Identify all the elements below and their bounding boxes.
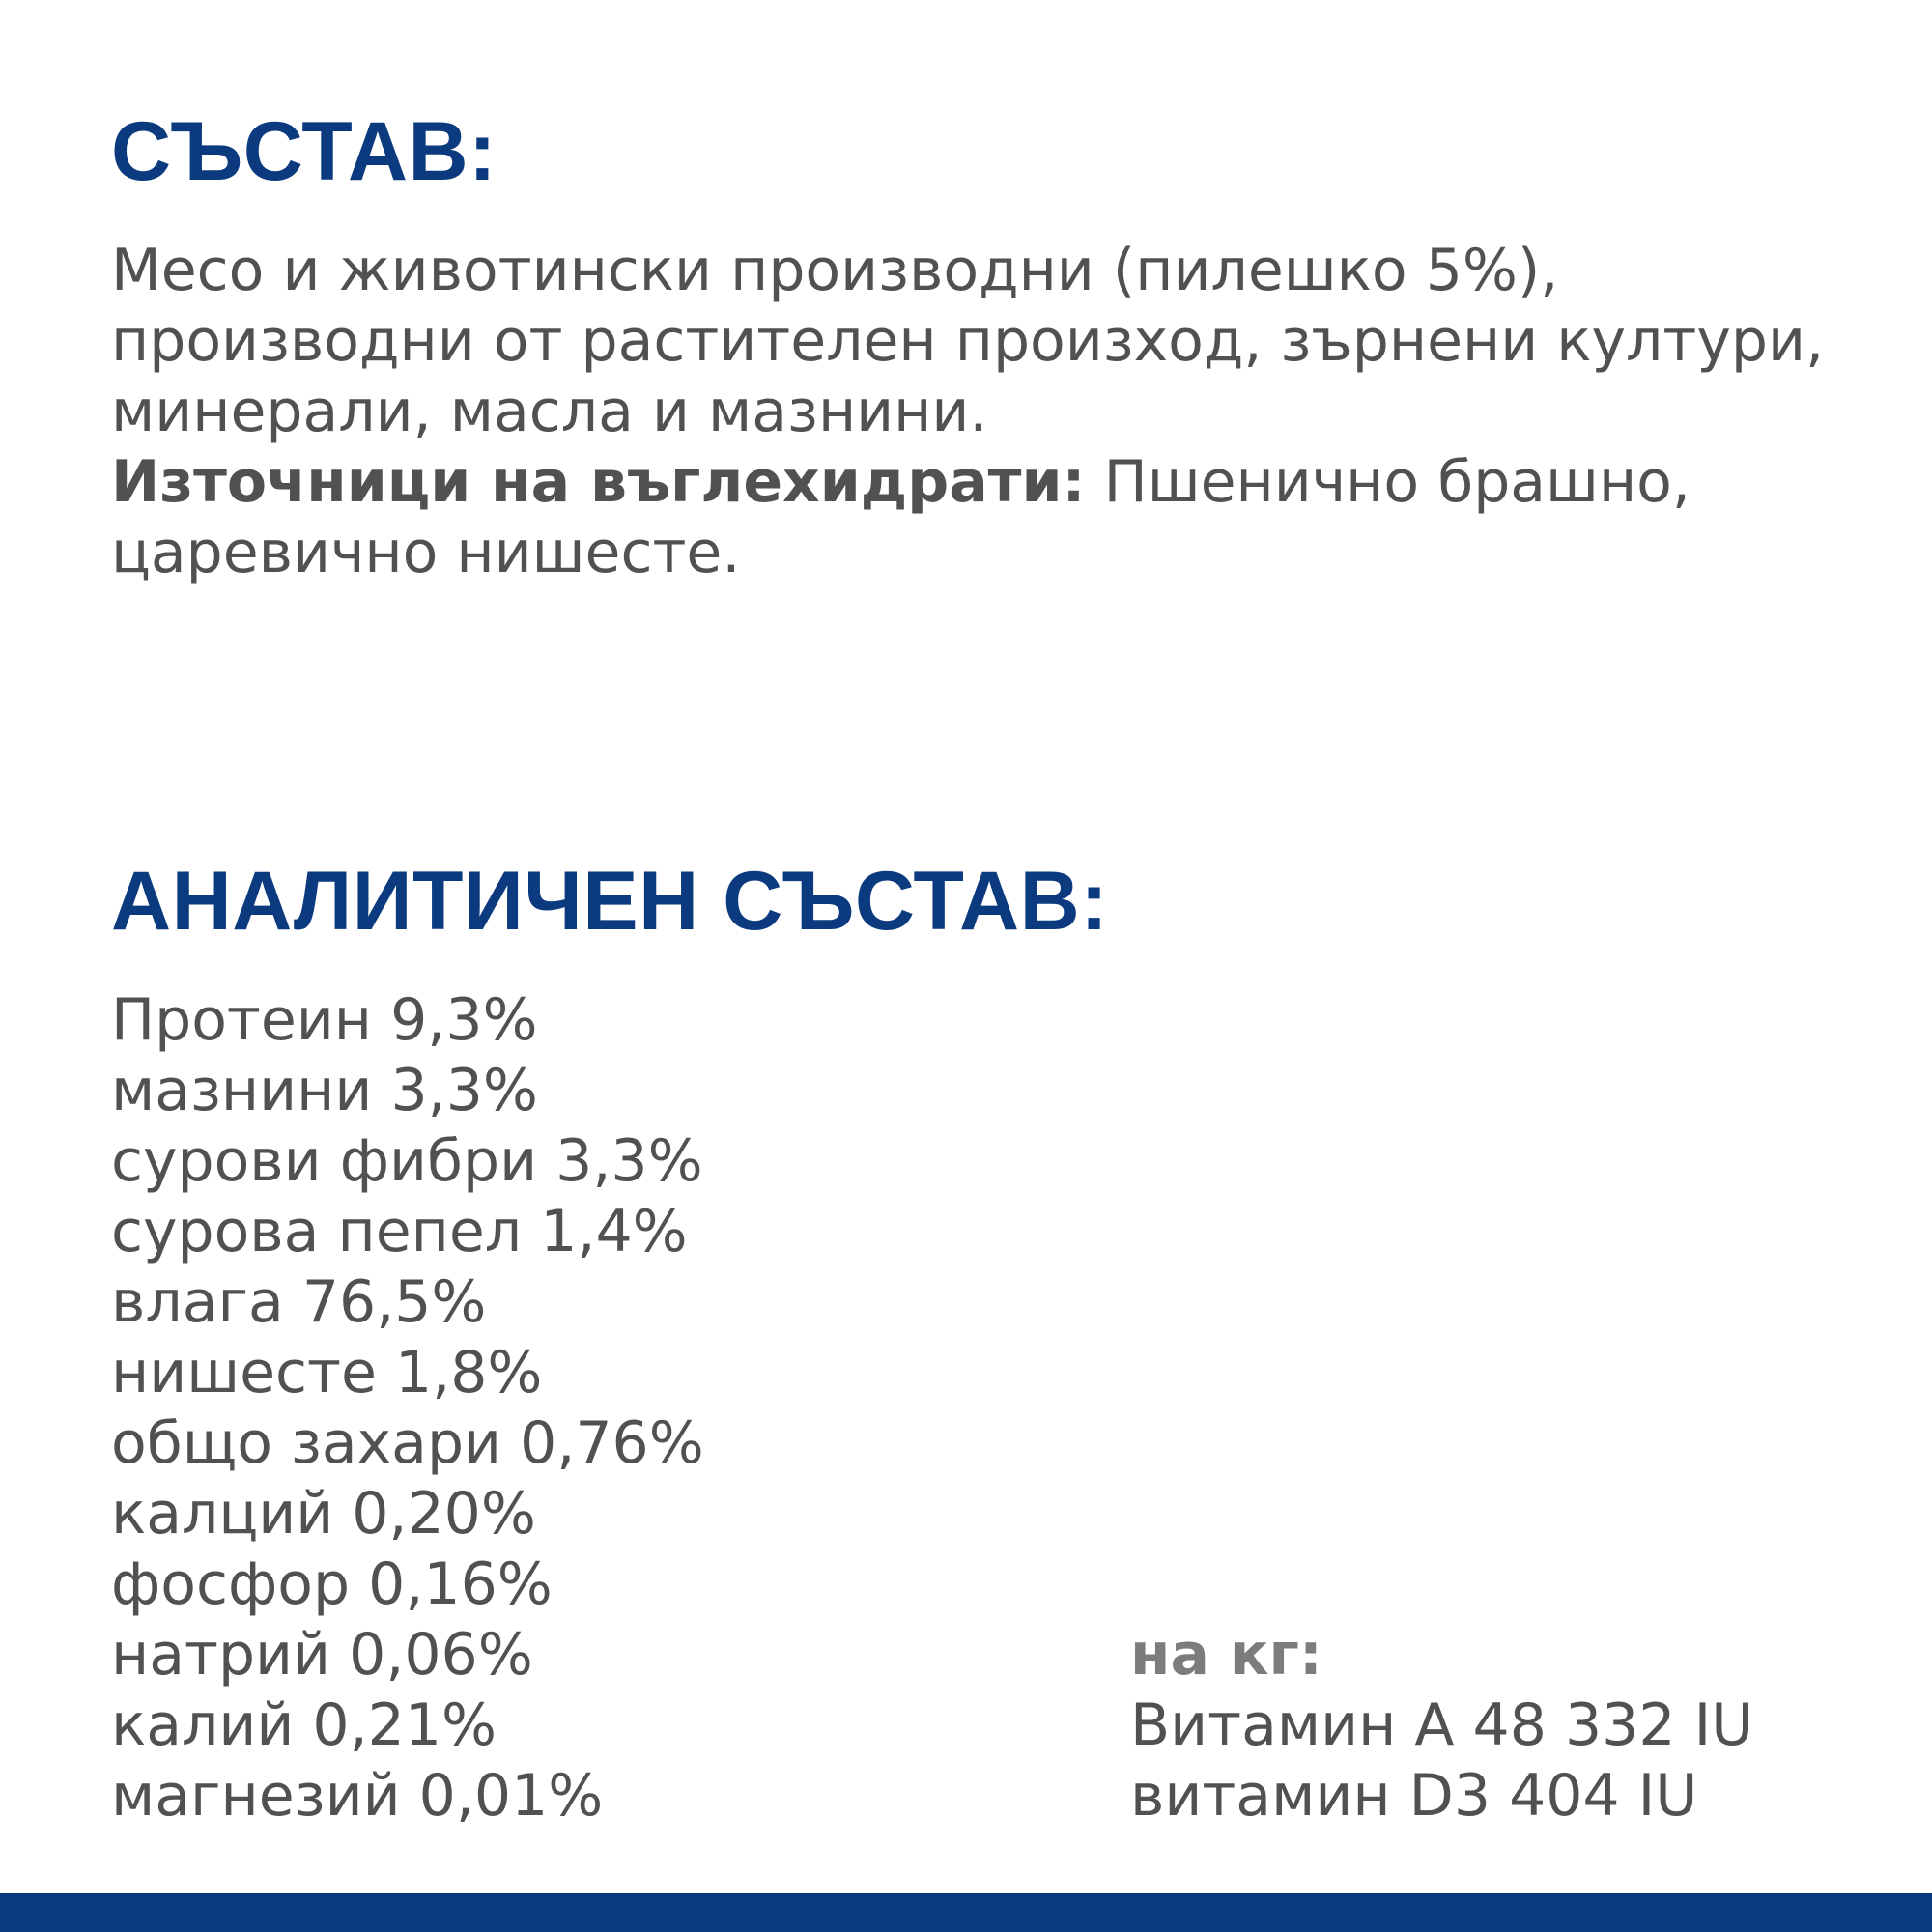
composition-line: производни от растителен произход, зърнени култури, [111, 307, 1825, 375]
analytical-item: нишесте 1,8% [111, 1339, 543, 1406]
composition-line: минерали, масла и мазнини. [111, 378, 988, 445]
analytical-item: общо захари 0,76% [111, 1409, 704, 1477]
analytical-item: влага 76,5% [111, 1268, 487, 1336]
carbohydrate-sources-text: Пшенично брашно, [1085, 448, 1690, 516]
analytical-item: Протеин 9,3% [111, 986, 538, 1054]
carbohydrate-sources-label: Източници на въглехидрати: [111, 448, 1086, 516]
analytical-item: натрий 0,06% [111, 1621, 533, 1689]
composition-line: Месо и животински производни (пилешко 5%), [111, 237, 1559, 304]
composition-heading: СЪСТАВ: [111, 105, 497, 198]
analytical-item: сурови фибри 3,3% [111, 1127, 703, 1195]
analytical-item: калций 0,20% [111, 1480, 536, 1548]
analytical-list [111, 985, 704, 1832]
analytical-item: калий 0,21% [111, 1691, 497, 1759]
carbohydrate-sources-text-cont: царевично нишесте. [111, 519, 741, 586]
analytical-item: сурова пепел 1,4% [111, 1198, 688, 1265]
carbohydrate-sources-line [111, 447, 1824, 518]
composition-text [111, 236, 1824, 588]
vitamin-item: витамин D3 404 IU [1130, 1762, 1698, 1830]
analytical-composition-heading: АНАЛИТИЧЕН СЪСТАВ: [111, 855, 1109, 948]
analytical-item: мазнини 3,3% [111, 1057, 538, 1124]
analytical-item: магнезий 0,01% [111, 1762, 604, 1830]
per-kg-block [1130, 1620, 1753, 1832]
analytical-item: фосфор 0,16% [111, 1550, 553, 1618]
per-kg-label: на кг: [1130, 1621, 1322, 1689]
vitamin-item: Витамин А 48 332 IU [1130, 1691, 1754, 1759]
footer-band [0, 1893, 1932, 1932]
